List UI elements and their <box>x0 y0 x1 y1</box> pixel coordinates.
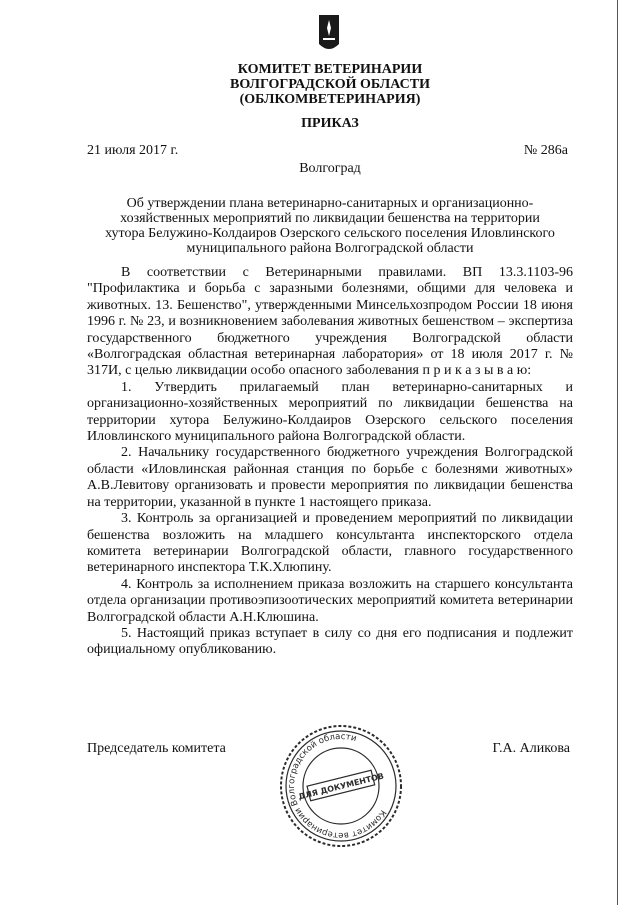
order-body <box>87 265 573 659</box>
seal-ring-text: Комитет ветеринарии Волгоградской области <box>286 731 388 841</box>
signatory-position: Председатель комитета <box>87 741 226 756</box>
order-date: 21 июля 2017 г. <box>87 143 179 158</box>
org-line-1: КОМИТЕТ ВЕТЕРИНАРИИ <box>237 62 423 77</box>
document-type: ПРИКАЗ <box>301 116 359 131</box>
org-line-3: (ОБЛКОМВЕТЕРИНАРИЯ) <box>239 92 421 107</box>
item-1-paragraph: 1. Утвердить прилагаемый план ветеринарно-санитарных и организационно-хозяйственных мероприятий по ликвидации бешенства на территории хутора Белужино-Колдаиров Озерского сельского поселения Иловлинского муниципального района Волгоградской области. <box>87 379 573 445</box>
official-seal-stamp <box>278 723 404 849</box>
item-2-paragraph: 2. Начальнику государственного бюджетного учреждения Волгоградской области «Иловлинская районная станция по борьбе с болезнями животных» А.В.Левитову организовать и провести мероприятия по ликвидации бешенства на территории, указанной в пункте 1 настоящего приказа. <box>87 445 573 510</box>
subject-line-4: муниципального района Волгоградской области <box>186 241 474 256</box>
coat-of-arms-emblem <box>318 14 340 54</box>
order-subject <box>92 196 568 256</box>
order-number: № 286а <box>523 143 568 158</box>
org-line-2: ВОЛГОГРАДСКОЙ ОБЛАСТИ <box>230 77 430 92</box>
preamble-paragraph: В соответствии с Ветеринарными правилами. ВП 13.3.1103-96 "Профилактика и борьба с заразными болезнями, общими для человека и животных. 13. Бешенство", утвержденными Минсельхозпродом России 18 июня 1996 г. № 23, и возникновением заболевания животных бешенством – экспертиза государственного бюджетного учреждения Волгоградской области «Волгоградская областная ветеринарная лаборатория» от 18 июля 2017 г. № 317И, с целью ликвидации особо опасного заболевания п р и к а з ы в а ю: <box>87 265 573 379</box>
scan-edge-line <box>616 0 619 905</box>
seal-center-text: ДЛЯ ДОКУМЕНТОВ <box>297 771 385 802</box>
item-4-paragraph: 4. Контроль за исполнением приказа возложить на старшего консультанта отдела организации противоэпизоотических мероприятий комитета ветеринарии Волгоградской области А.Н.Клюшина. <box>87 576 573 625</box>
subject-line-3: хутора Белужино-Колдаиров Озерского сельского поселения Иловлинского <box>105 226 555 241</box>
organization-name <box>140 62 520 107</box>
subject-line-1: Об утверждении плана ветеринарно-санитарных и организационно- <box>126 196 534 211</box>
signatory-name: Г.А. Аликова <box>492 741 570 756</box>
item-3-paragraph: 3. Контроль за организацией и проведением мероприятий по ликвидации бешенства возложить на младшего консультанта инспекторского отдела комитета ветеринарии Волгоградской области, главного государственного ветеринарного инспектора Т.К.Хлюпину. <box>87 511 573 576</box>
subject-line-2: хозяйственных мероприятий по ликвидации бешенства на территории <box>120 211 540 226</box>
order-city: Волгоград <box>299 161 361 176</box>
item-5-paragraph: 5. Настоящий приказ вступает в силу со дня его подписания и подлежит официальному опубликованию. <box>87 625 573 658</box>
